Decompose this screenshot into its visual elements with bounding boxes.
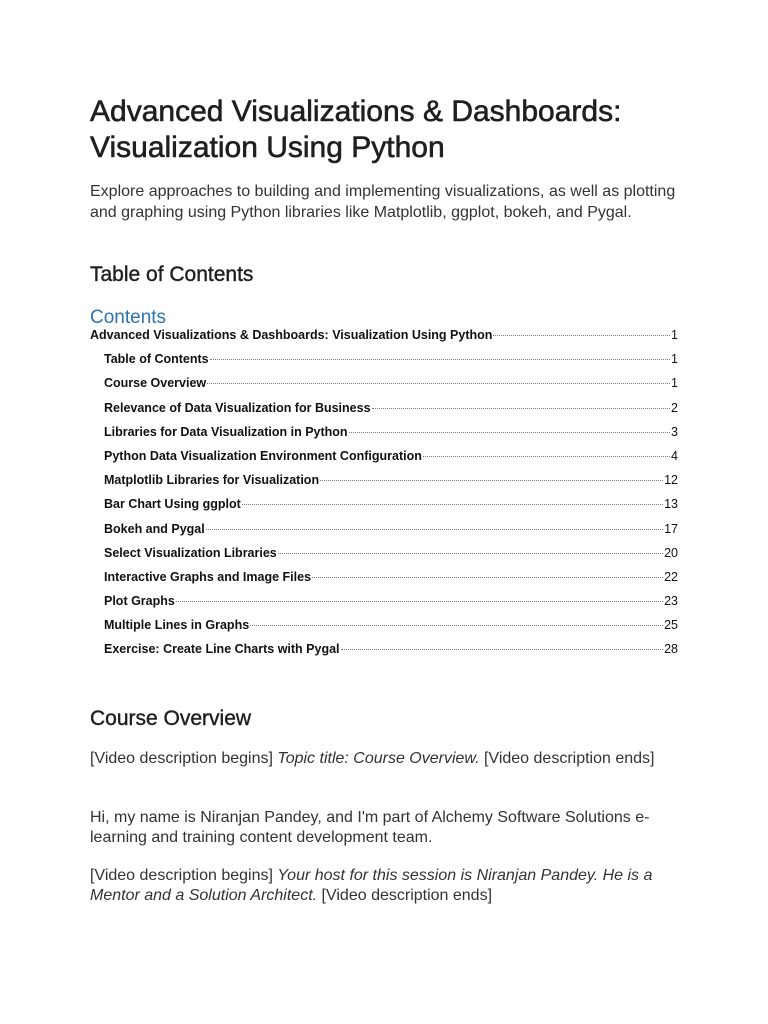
- paragraph-1-italic: Topic title: Course Overview.: [277, 750, 480, 767]
- toc-entry-title: Select Visualization Libraries: [104, 545, 277, 560]
- toc-entry-title: Table of Contents: [104, 352, 209, 367]
- toc-entry-page: 17: [664, 521, 678, 536]
- toc-entry[interactable]: [90, 401, 678, 425]
- toc-entry-title: Interactive Graphs and Image Files: [104, 569, 312, 584]
- toc-entry[interactable]: [90, 376, 678, 400]
- contents-label: Contents: [90, 307, 167, 328]
- toc-entry-title: Advanced Visualizations & Dashboards: Visualization Using Python: [90, 328, 493, 342]
- toc-entry-title: Matplotlib Libraries for Visualization: [104, 473, 320, 488]
- paragraph-2-text: Hi, my name is Niranjan Pandey, and I'm part of Alchemy Software Solutions e-learning and training content development team.: [90, 809, 650, 846]
- toc-dot-leader: [341, 649, 664, 650]
- toc-dot-leader: [210, 359, 670, 360]
- table-of-contents: [90, 328, 678, 667]
- paragraph-3-italic: Your host for this session is Niranjan Pandey. He is a Mentor and a Solution Architect.: [90, 867, 653, 904]
- toc-entry-title: Plot Graphs: [104, 594, 175, 609]
- paragraph-introduction: [90, 808, 678, 848]
- toc-entry-page: 1: [671, 352, 678, 367]
- toc-entry-page: 1: [671, 376, 678, 391]
- toc-dot-leader: [207, 383, 670, 384]
- toc-dot-leader: [320, 480, 663, 481]
- document-title: [90, 94, 621, 166]
- toc-dot-leader: [278, 553, 663, 554]
- toc-entry[interactable]: [90, 425, 678, 449]
- toc-entry[interactable]: [90, 570, 678, 594]
- toc-dot-leader: [206, 529, 663, 530]
- toc-entry-page: 23: [664, 594, 678, 609]
- paragraph-1-text-start: [Video description begins]: [90, 750, 278, 767]
- paragraph-3-text-start: [Video description begins]: [90, 867, 278, 884]
- toc-entry[interactable]: [90, 473, 678, 497]
- toc-entry-page: 20: [664, 545, 678, 560]
- toc-entry-title: Python Data Visualization Environment Configuration: [104, 448, 422, 463]
- toc-entry[interactable]: [90, 594, 678, 618]
- toc-entry-title: Multiple Lines in Graphs: [104, 618, 250, 633]
- toc-dot-leader: [493, 335, 670, 336]
- toc-heading: Table of Contents: [90, 263, 254, 286]
- paragraph-video-description-1: [90, 749, 678, 769]
- toc-entry-page: 12: [664, 473, 678, 488]
- toc-entry-page: 25: [664, 618, 678, 633]
- section-heading-course-overview: Course Overview: [90, 707, 252, 730]
- toc-entry-page: 28: [664, 642, 678, 657]
- title-line-1: Advanced Visualizations & Dashboards:: [90, 95, 622, 128]
- toc-dot-leader: [349, 432, 670, 433]
- paragraph-3-text-end: [Video description ends]: [317, 887, 493, 904]
- toc-entry-page: 1: [671, 328, 678, 342]
- toc-entry[interactable]: [90, 522, 678, 546]
- toc-entry-title: Relevance of Data Visualization for Business: [104, 400, 371, 415]
- paragraph-video-description-2: [90, 866, 678, 906]
- toc-dot-leader: [176, 601, 663, 602]
- intro-paragraph: Explore approaches to building and implementing visualizations, as well as plotting and graphing using Python libraries like Matplotlib, ggplot, bokeh, and Pygal.: [90, 183, 676, 221]
- toc-entry[interactable]: [90, 328, 678, 352]
- toc-entry-title: Libraries for Data Visualization in Python: [104, 424, 348, 439]
- toc-entry-title: Bar Chart Using ggplot: [104, 497, 241, 512]
- title-line-2: Visualization Using Python: [90, 131, 445, 164]
- toc-entry[interactable]: [90, 449, 678, 473]
- toc-dot-leader: [423, 456, 670, 457]
- toc-dot-leader: [242, 504, 663, 505]
- toc-entry-title: Exercise: Create Line Charts with Pygal: [104, 642, 340, 657]
- toc-entry-title: Bokeh and Pygal: [104, 521, 205, 536]
- toc-entry-page: 4: [671, 448, 678, 463]
- toc-dot-leader: [312, 577, 663, 578]
- toc-entry[interactable]: [90, 497, 678, 521]
- toc-dot-leader: [250, 625, 663, 626]
- toc-dot-leader: [372, 408, 671, 409]
- toc-entry[interactable]: [90, 352, 678, 376]
- toc-entry-page: 22: [664, 569, 678, 584]
- paragraph-1-text-end: [Video description ends]: [479, 750, 655, 767]
- toc-entry[interactable]: [90, 546, 678, 570]
- toc-entry-page: 13: [664, 497, 678, 512]
- toc-entry[interactable]: [90, 642, 678, 666]
- toc-entry[interactable]: [90, 618, 678, 642]
- toc-entry-page: 2: [671, 400, 678, 415]
- toc-entry-title: Course Overview: [104, 376, 207, 391]
- toc-entry-page: 3: [671, 424, 678, 439]
